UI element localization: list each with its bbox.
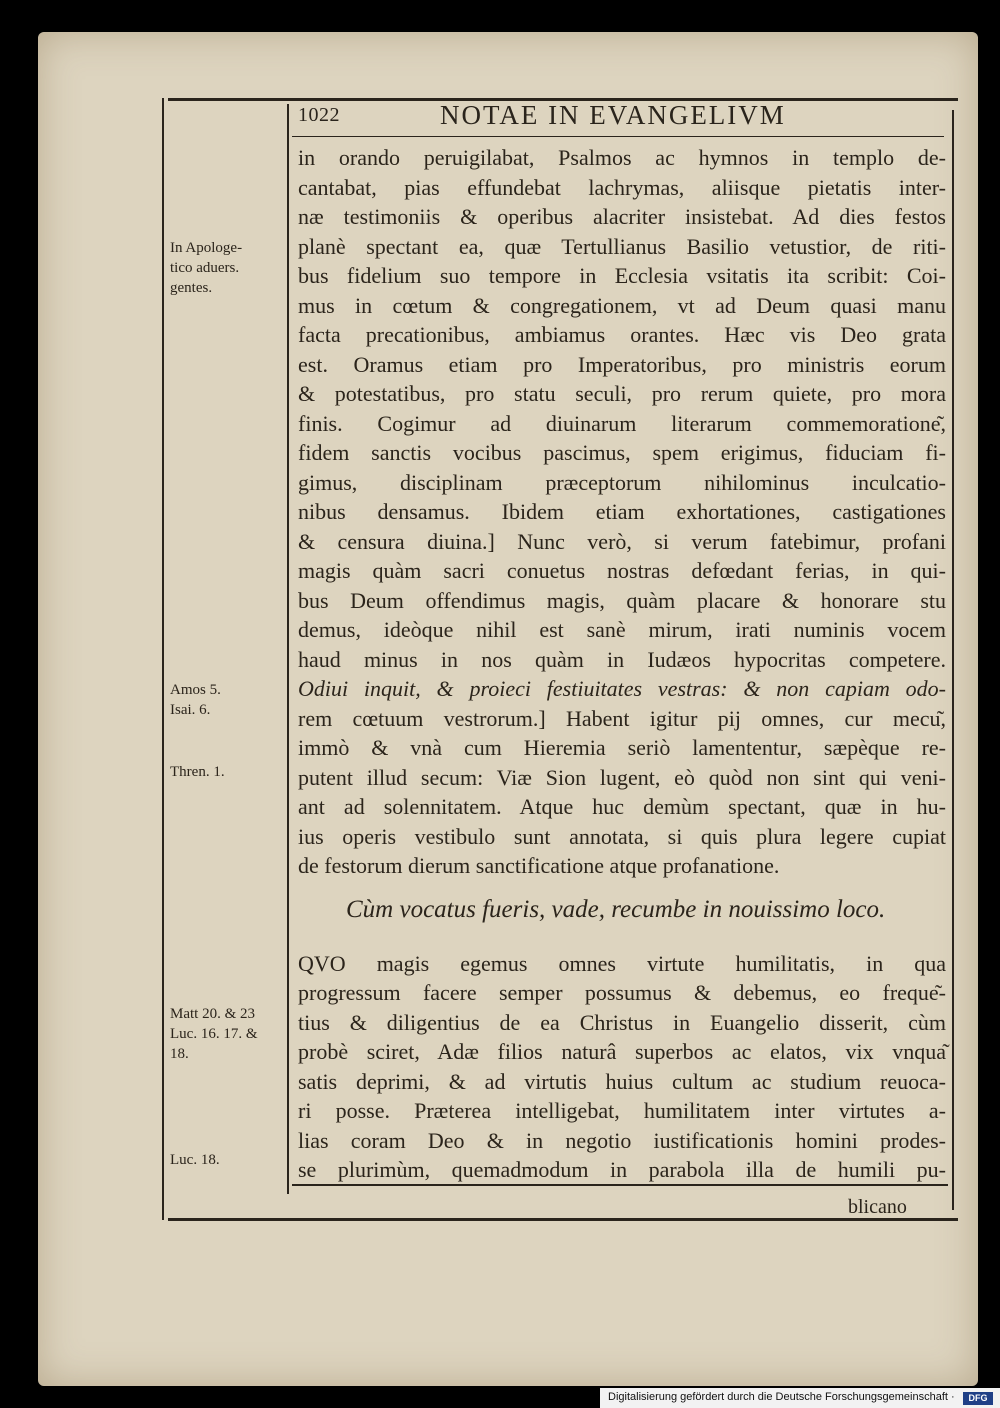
text-line: se plurimùm, quemadmodum in parabola illa de humili pu- bbox=[298, 1157, 946, 1182]
bottom-rule bbox=[292, 1184, 948, 1186]
right-margin-line bbox=[952, 110, 954, 1210]
text-line: Odiui inquit, & proieci festiuitates vestras: & non capiam odo- bbox=[298, 676, 946, 701]
margin-note-line: Luc. 16. 17. & bbox=[170, 1026, 258, 1042]
text-line: magis quàm sacri conuetus nostras defœdant ferias, in qui- bbox=[298, 558, 946, 583]
text-line: bus fidelium suo tempore in Ecclesia vsitatis ita scribit: Coi- bbox=[298, 263, 946, 288]
section-heading: Cùm vocatus fueris, vade, recumbe in nouissimo loco. bbox=[346, 896, 886, 923]
margin-note bbox=[170, 238, 242, 298]
margin-note-line: Luc. 18. bbox=[170, 1152, 220, 1168]
margin-note-line: tico aduers. bbox=[170, 260, 240, 276]
text-line: de festorum dierum sanctificatione atque profanatione. bbox=[298, 853, 780, 878]
margin-note-line: gentes. bbox=[170, 280, 213, 296]
margin-note bbox=[170, 1150, 220, 1170]
margin-note-line: 18. bbox=[170, 1046, 189, 1062]
catchword: blicano bbox=[848, 1196, 907, 1218]
text-line: tius & diligentius de ea Christus in Euangelio disserit, cùm bbox=[298, 1010, 946, 1035]
text-line: putent illud secum: Viæ Sion lugent, eò quòd non sint qui veni- bbox=[298, 765, 946, 790]
text-line: & potestatibus, pro statu seculi, pro rerum quiete, pro mora bbox=[298, 381, 946, 406]
text-line: in orando peruigilabat, Psalmos ac hymnos in templo de- bbox=[298, 145, 946, 170]
text-line: immò & vnà cum Hieremia seriò lamententur, sæpèque re- bbox=[298, 735, 946, 760]
running-title: NOTAE IN EVANGELIVM bbox=[440, 100, 786, 130]
text-line: ant ad solennitatem. Atque huc demùm spectant, quæ in hu- bbox=[298, 794, 946, 819]
text-line: probè sciret, Adæ filios naturâ superbos ac elatos, vix vnqua͂ bbox=[298, 1039, 946, 1064]
text-line: ri posse. Præterea intelligebat, humilitatem inter virtutes a- bbox=[298, 1098, 946, 1123]
header-rule bbox=[292, 136, 944, 137]
text-line: finis. Cogimur ad diuinarum literarum commemoratione͂, bbox=[298, 411, 946, 436]
margin-note-line: In Apologe- bbox=[170, 240, 243, 256]
text-line: haud minus in nos quàm in Iudæos hypocritas competere. bbox=[298, 647, 946, 672]
text-line: planè spectant ea, quæ Tertullianus Basilio vetustior, de riti- bbox=[298, 234, 946, 259]
text-line: rem cœtuum vestrorum.] Habent igitur pij omnes, cur mecu͂, bbox=[298, 706, 946, 731]
text-line: mus in cœtum & congregationem, vt ad Deum quasi manu bbox=[298, 293, 946, 318]
text-line: QVO magis egemus omnes virtute humilitatis, in qua bbox=[298, 951, 946, 976]
text-line: lias coram Deo & in negotio iustificationis homini prodes- bbox=[298, 1128, 946, 1153]
text-line: demus, ideòque nihil est sanè mirum, irati numinis vocem bbox=[298, 617, 946, 642]
text-line: nibus densamus. Ibidem etiam exhortationes, castigationes bbox=[298, 499, 946, 524]
text-line: ius operis vestibulo sunt annotata, si quis plura legere cupiat bbox=[298, 824, 946, 849]
text-line: fidem sanctis vocibus pascimus, spem erigimus, fiduciam fi- bbox=[298, 440, 946, 465]
text-line: satis deprimi, & ad virtutis huius cultum ac studium reuoca- bbox=[298, 1069, 946, 1094]
margin-note-line: Thren. 1. bbox=[170, 764, 225, 780]
text-line: facta precationibus, ambiamus orantes. Hæc vis Deo grata bbox=[298, 322, 946, 347]
text-line: & censura diuina.] Nunc verò, si verum fatebimur, profani bbox=[298, 529, 946, 554]
dfg-logo: DFG bbox=[963, 1392, 993, 1405]
left-margin-line bbox=[162, 98, 164, 1220]
margin-note-line: Matt 20. & 23 bbox=[170, 1006, 255, 1022]
foot-rule bbox=[168, 1218, 958, 1221]
text-line: progressum facere semper possumus & debemus, eo freque͂- bbox=[298, 980, 946, 1005]
text-column-line bbox=[287, 104, 289, 1194]
text-line: cantabat, pias effundebat lachrymas, aliisque pietatis inter- bbox=[298, 175, 946, 200]
margin-note-line: Isai. 6. bbox=[170, 702, 211, 718]
text-line: næ testimoniis & operibus alacriter insistebat. Ad dies festos bbox=[298, 204, 946, 229]
margin-note-line: Amos 5. bbox=[170, 682, 221, 698]
margin-note bbox=[170, 762, 225, 782]
text-line: est. Oramus etiam pro Imperatoribus, pro ministris eorum bbox=[298, 352, 946, 377]
text-line: gimus, disciplinam præceptorum nihilominus inculcatio- bbox=[298, 470, 946, 495]
page-number: 1022 bbox=[298, 104, 340, 126]
margin-note bbox=[170, 1004, 258, 1064]
text-line: bus Deum offendimus magis, quàm placare & honorare stu bbox=[298, 588, 946, 613]
margin-note bbox=[170, 680, 221, 720]
footer-credit: Digitalisierung gefördert durch die Deutsche Forschungsgemeinschaft · bbox=[608, 1391, 955, 1403]
